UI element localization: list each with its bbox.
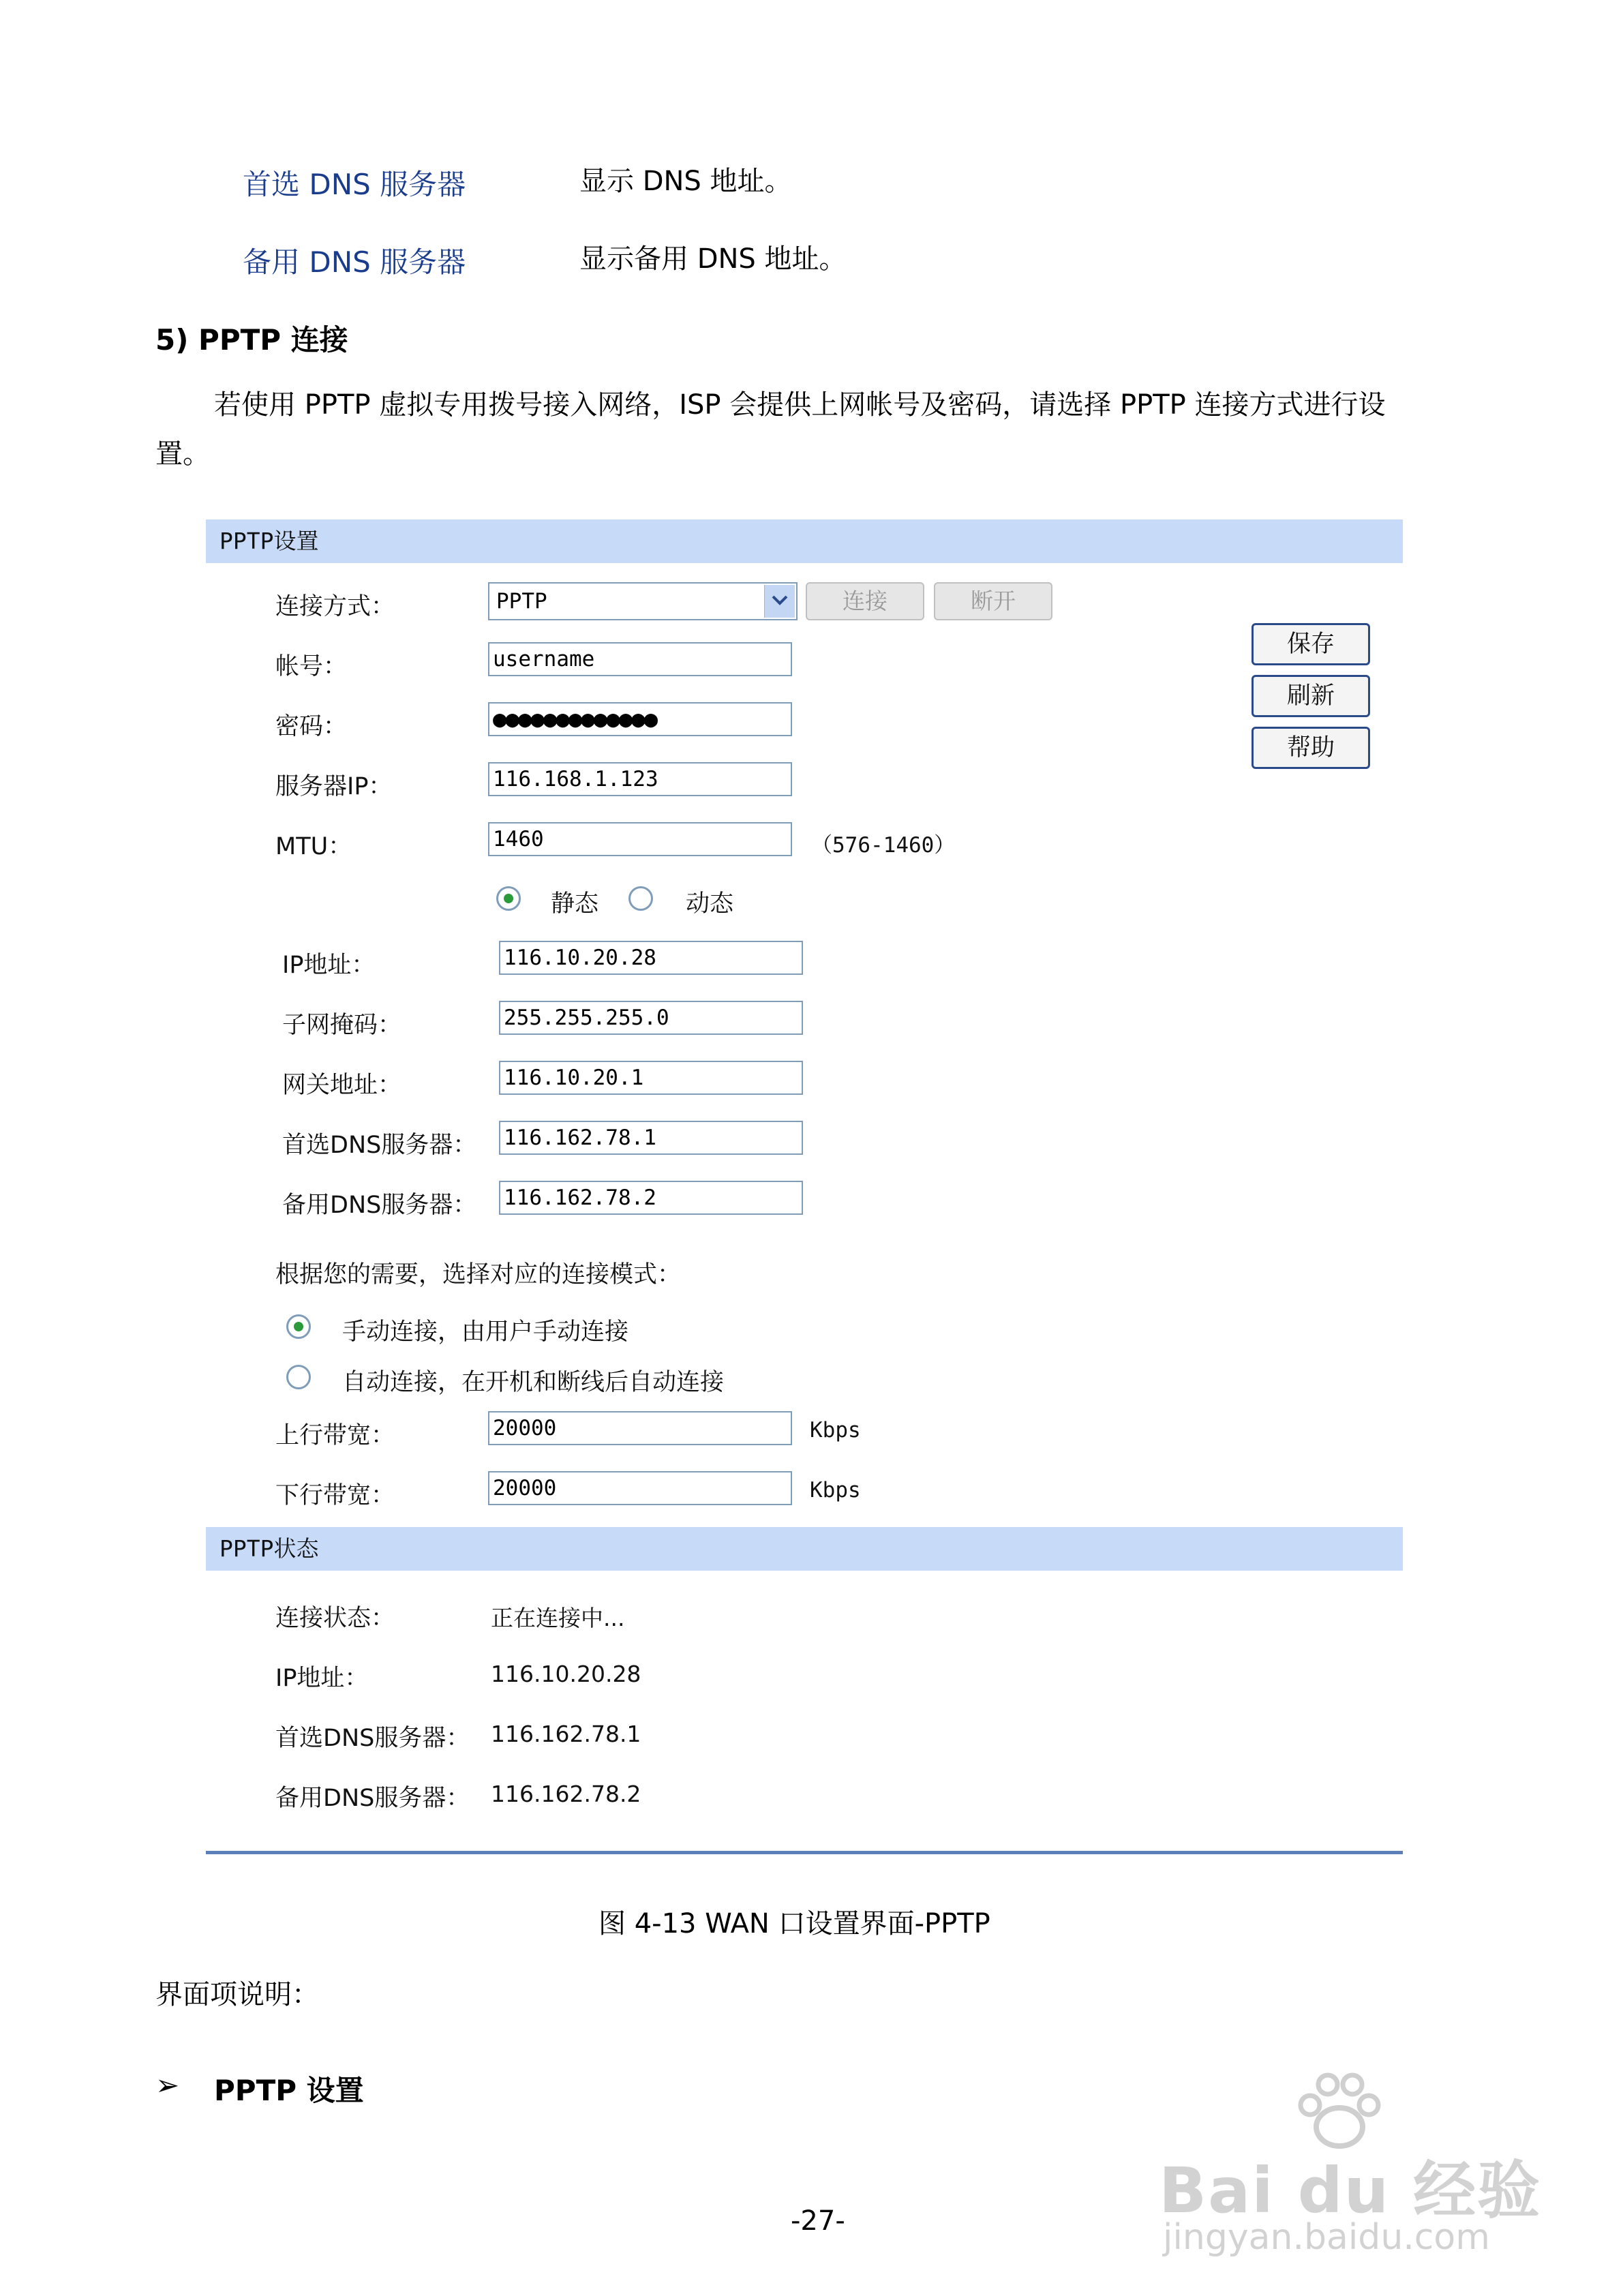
connect-button[interactable]: 连接 bbox=[806, 582, 924, 620]
items-heading: 界面项说明： bbox=[155, 1979, 319, 2010]
primary-dns-desc: 显示 DNS 地址。 bbox=[579, 166, 792, 197]
mtu-input[interactable]: 1460 bbox=[488, 822, 792, 856]
ip-label: IP地址： bbox=[282, 952, 376, 979]
dynamic-radio[interactable] bbox=[628, 886, 653, 911]
ip-input[interactable]: 116.10.20.28 bbox=[499, 941, 803, 975]
secondary-dns-term: 备用 DNS 服务器 bbox=[243, 245, 466, 279]
disconnect-button[interactable]: 断开 bbox=[934, 582, 1052, 620]
watermark-line-2: jingyan.baidu.com bbox=[1163, 2217, 1490, 2258]
auto-mode-radio[interactable] bbox=[286, 1365, 311, 1389]
primary-dns-term: 首选 DNS 服务器 bbox=[243, 168, 466, 201]
pptp-settings-panel bbox=[206, 519, 1403, 1859]
download-label: 下行带宽： bbox=[275, 1482, 395, 1509]
subnet-label: 子网掩码： bbox=[282, 1012, 402, 1039]
intro-line-2: 置。 bbox=[155, 438, 210, 470]
bullet-heading: PPTP 设置 bbox=[214, 2074, 364, 2107]
status-ip-label: IP地址： bbox=[275, 1665, 369, 1692]
upload-label: 上行带宽： bbox=[275, 1422, 395, 1449]
static-radio[interactable] bbox=[496, 886, 521, 911]
dns1-label: 首选DNS服务器： bbox=[282, 1132, 477, 1159]
save-button[interactable]: 保存 bbox=[1252, 623, 1370, 665]
dns1-input[interactable]: 116.162.78.1 bbox=[499, 1121, 803, 1155]
download-input[interactable]: 20000 bbox=[488, 1471, 792, 1505]
gateway-label: 网关地址： bbox=[282, 1072, 402, 1099]
watermark-line-1: Bai du 经验 bbox=[1159, 2154, 1542, 2227]
settings-title: PPTP设置 bbox=[206, 519, 1403, 563]
status-dns2-value: 116.162.78.2 bbox=[491, 1781, 641, 1807]
help-button[interactable]: 帮助 bbox=[1252, 727, 1370, 769]
password-input[interactable]: ●●●●●●●●●●●●● bbox=[488, 702, 792, 736]
gateway-input[interactable]: 116.10.20.1 bbox=[499, 1061, 803, 1095]
status-title: PPTP状态 bbox=[206, 1527, 1403, 1571]
download-unit: Kbps bbox=[810, 1478, 861, 1502]
upload-input[interactable]: 20000 bbox=[488, 1411, 792, 1445]
upload-unit: Kbps bbox=[810, 1418, 861, 1442]
page-number: -27- bbox=[791, 2205, 845, 2237]
bullet-arrow-icon: ➢ bbox=[155, 2068, 180, 2102]
section-heading: 5) PPTP 连接 bbox=[155, 323, 348, 357]
connection-type-label: 连接方式： bbox=[275, 593, 395, 620]
mode-prompt: 根据您的需要，选择对应的连接模式： bbox=[275, 1261, 682, 1288]
account-input[interactable]: username bbox=[488, 642, 792, 676]
dns2-label: 备用DNS服务器： bbox=[282, 1192, 477, 1219]
dynamic-label: 动态 bbox=[686, 890, 734, 918]
connection-type-value: PPTP bbox=[496, 589, 547, 614]
status-ip-value: 116.10.20.28 bbox=[491, 1661, 641, 1687]
mtu-label: MTU： bbox=[275, 833, 352, 860]
secondary-dns-desc: 显示备用 DNS 地址。 bbox=[579, 243, 847, 275]
status-conn-label: 连接状态： bbox=[275, 1605, 395, 1632]
manual-mode-radio[interactable] bbox=[286, 1314, 311, 1339]
mtu-range: （576-1460） bbox=[811, 833, 956, 858]
static-label: 静态 bbox=[551, 890, 599, 918]
auto-mode-label: 自动连接，在开机和断线后自动连接 bbox=[342, 1369, 725, 1396]
chevron-down-icon[interactable] bbox=[764, 585, 795, 618]
manual-mode-label: 手动连接，由用户手动连接 bbox=[342, 1318, 629, 1346]
status-dns1-value: 116.162.78.1 bbox=[491, 1721, 641, 1747]
account-label: 帐号： bbox=[275, 653, 348, 680]
subnet-input[interactable]: 255.255.255.0 bbox=[499, 1001, 803, 1035]
password-label: 密码： bbox=[275, 713, 348, 740]
intro-line-1: 若使用 PPTP 虚拟专用拨号接入网络，ISP 会提供上网帐号及密码，请选择 PPTP 连接方式进行设 bbox=[214, 389, 1386, 421]
figure-caption: 图 4-13 WAN 口设置界面-PPTP bbox=[598, 1908, 990, 1939]
panel-bottom-divider bbox=[206, 1851, 1403, 1854]
server-ip-input[interactable]: 116.168.1.123 bbox=[488, 762, 792, 796]
baidu-watermark bbox=[1159, 2072, 1541, 2256]
dns2-input[interactable]: 116.162.78.2 bbox=[499, 1181, 803, 1215]
connection-type-select[interactable] bbox=[488, 582, 798, 620]
status-dns1-label: 首选DNS服务器： bbox=[275, 1725, 470, 1752]
status-conn-value: 正在连接中... bbox=[491, 1605, 625, 1631]
refresh-button[interactable]: 刷新 bbox=[1252, 675, 1370, 717]
status-dns2-label: 备用DNS服务器： bbox=[275, 1785, 470, 1812]
server-ip-label: 服务器IP： bbox=[275, 773, 393, 800]
